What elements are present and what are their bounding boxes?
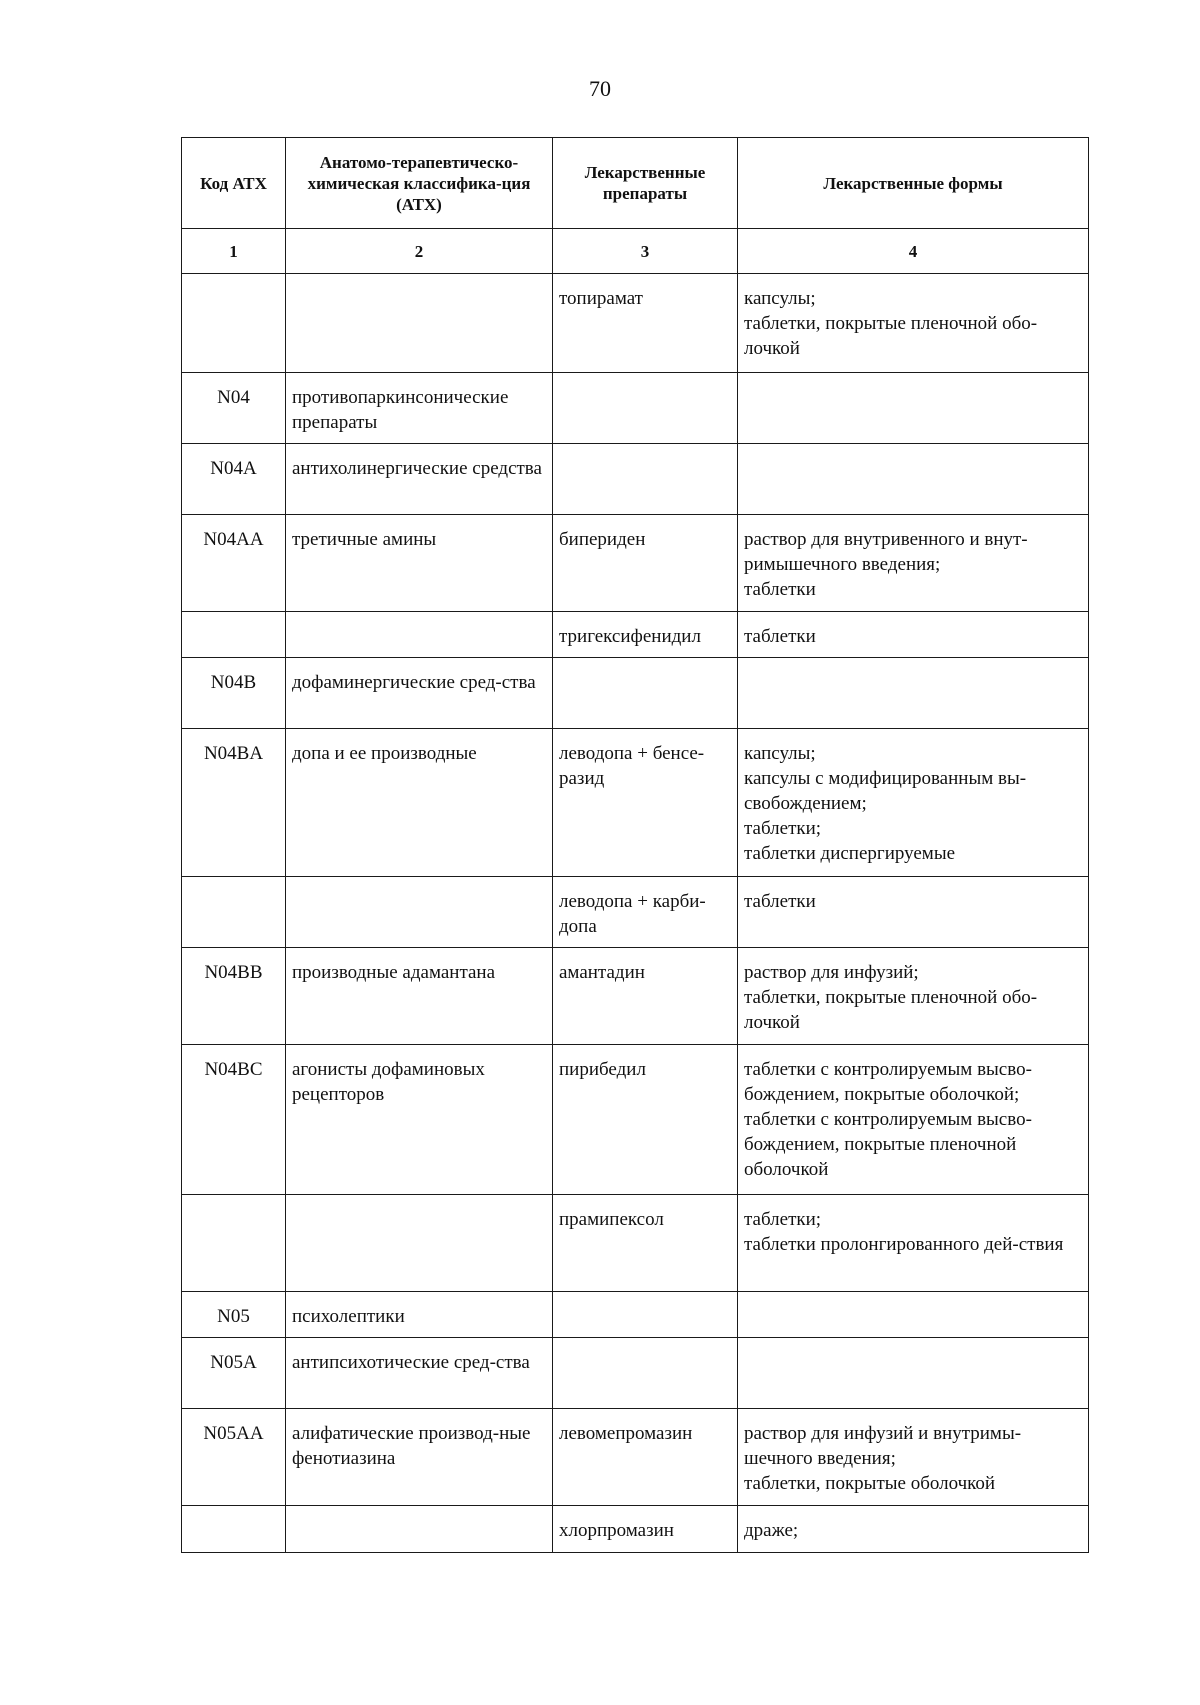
dosage-form-line: таблетки	[744, 626, 816, 647]
column-number: 1	[182, 229, 286, 274]
atx-classification-cell	[286, 274, 553, 373]
drug-cell: топирамат	[553, 274, 738, 373]
dosage-forms-cell	[738, 1338, 1089, 1409]
dosage-form-line: раствор для инфузий;	[744, 962, 919, 983]
header-atx-code: Код АТХ	[182, 138, 286, 229]
dosage-forms-cell	[738, 444, 1089, 515]
header-drugs: Лекарственные препараты	[553, 138, 738, 229]
dosage-form-line: таблетки диспергируемые	[744, 843, 956, 864]
dosage-forms-cell	[738, 729, 1089, 877]
atx-code-cell	[182, 1506, 286, 1553]
atx-code-cell: N04A	[182, 444, 286, 515]
atx-code-cell	[182, 1195, 286, 1292]
atx-classification-cell: агонисты дофаминовых рецепторов	[286, 1045, 553, 1195]
drug-cell: левомепромазин	[553, 1409, 738, 1506]
atx-code-cell: N04BA	[182, 729, 286, 877]
dosage-forms-cell	[738, 658, 1089, 729]
dosage-forms-cell	[738, 948, 1089, 1045]
column-number: 4	[738, 229, 1089, 274]
table-row	[182, 1195, 1089, 1292]
drug-cell: леводопа + карби-допа	[553, 877, 738, 948]
atx-classification-table	[181, 137, 1089, 1553]
atx-classification-cell: психолептики	[286, 1292, 553, 1338]
drug-cell: тригексифенидил	[553, 612, 738, 658]
dosage-forms-cell	[738, 1045, 1089, 1195]
atx-classification-cell: допа и ее производные	[286, 729, 553, 877]
table-row	[182, 658, 1089, 729]
dosage-form-line: раствор для инфузий и внутримы-шечного введения;	[744, 1423, 1022, 1469]
atx-code-cell: N05AA	[182, 1409, 286, 1506]
dosage-form-line: раствор для внутривенного и внут-римышечного введения;	[744, 529, 1028, 575]
table-row	[182, 515, 1089, 612]
drug-cell: пирибедил	[553, 1045, 738, 1195]
dosage-form-line: капсулы;	[744, 288, 816, 309]
atx-classification-cell: антихолинергические средства	[286, 444, 553, 515]
table-row	[182, 1409, 1089, 1506]
atx-classification-cell	[286, 1506, 553, 1553]
atx-code-cell: N05A	[182, 1338, 286, 1409]
drug-cell	[553, 1292, 738, 1338]
dosage-forms-cell	[738, 515, 1089, 612]
dosage-forms-cell	[738, 373, 1089, 444]
dosage-forms-cell	[738, 1409, 1089, 1506]
drug-cell	[553, 1338, 738, 1409]
atx-classification-cell	[286, 877, 553, 948]
dosage-form-line: таблетки;	[744, 818, 822, 839]
table-row	[182, 1045, 1089, 1195]
dosage-form-line: капсулы;	[744, 743, 816, 764]
dosage-form-line: таблетки	[744, 891, 816, 912]
atx-code-cell: N04AA	[182, 515, 286, 612]
table-row	[182, 612, 1089, 658]
dosage-form-line: таблетки с контролируемым высво-бождением, покрытые пленочной оболочкой	[744, 1109, 1032, 1180]
atx-classification-cell	[286, 612, 553, 658]
dosage-forms-cell	[738, 877, 1089, 948]
atx-code-cell	[182, 877, 286, 948]
table-row	[182, 877, 1089, 948]
atx-classification-cell: третичные амины	[286, 515, 553, 612]
page-number: 70	[589, 76, 611, 101]
column-number: 3	[553, 229, 738, 274]
atx-classification-cell: противопаркинсонические препараты	[286, 373, 553, 444]
dosage-form-line: таблетки, покрытые оболочкой	[744, 1473, 996, 1494]
dosage-form-line: таблетки пролонгированного дей-ствия	[744, 1234, 1064, 1255]
table-row	[182, 729, 1089, 877]
atx-classification-cell: антипсихотические сред-ства	[286, 1338, 553, 1409]
dosage-forms-cell	[738, 612, 1089, 658]
atx-code-cell	[182, 612, 286, 658]
atx-classification-cell	[286, 1195, 553, 1292]
dosage-forms-cell	[738, 274, 1089, 373]
table-row	[182, 1292, 1089, 1338]
drug-cell: бипериден	[553, 515, 738, 612]
drug-cell	[553, 444, 738, 515]
atx-classification-cell: алифатические производ-ные фенотиазина	[286, 1409, 553, 1506]
atx-code-cell: N04BC	[182, 1045, 286, 1195]
table-row	[182, 444, 1089, 515]
atx-code-cell: N04BB	[182, 948, 286, 1045]
dosage-forms-cell	[738, 1195, 1089, 1292]
drug-cell	[553, 373, 738, 444]
atx-code-cell: N04	[182, 373, 286, 444]
column-number-row	[182, 229, 1089, 274]
atx-classification-cell: дофаминергические сред-ства	[286, 658, 553, 729]
drug-cell: хлорпромазин	[553, 1506, 738, 1553]
dosage-form-line: таблетки	[744, 579, 816, 600]
header-row	[182, 138, 1089, 229]
table-row	[182, 1506, 1089, 1553]
table-row	[182, 1338, 1089, 1409]
column-number: 2	[286, 229, 553, 274]
dosage-form-line: таблетки, покрытые пленочной обо-лочкой	[744, 987, 1038, 1033]
table-row	[182, 948, 1089, 1045]
dosage-form-line: таблетки;	[744, 1209, 822, 1230]
dosage-form-line: драже;	[744, 1520, 799, 1541]
atx-classification-cell: производные адамантана	[286, 948, 553, 1045]
table-row	[182, 373, 1089, 444]
atx-code-cell: N05	[182, 1292, 286, 1338]
dosage-forms-cell	[738, 1506, 1089, 1553]
header-dosage-forms: Лекарственные формы	[738, 138, 1089, 229]
dosage-form-line: таблетки, покрытые пленочной обо-лочкой	[744, 313, 1038, 359]
header-atx-classification: Анатомо-терапевтическо-химическая классифика-ция (АТХ)	[286, 138, 553, 229]
table-row	[182, 274, 1089, 373]
atx-code-cell: N04B	[182, 658, 286, 729]
drug-cell	[553, 658, 738, 729]
dosage-form-line: капсулы с модифицированным вы-свобождением;	[744, 768, 1027, 814]
drug-cell: прамипексол	[553, 1195, 738, 1292]
drug-cell: амантадин	[553, 948, 738, 1045]
dosage-form-line: таблетки с контролируемым высво-бождением, покрытые оболочкой;	[744, 1059, 1032, 1105]
dosage-forms-cell	[738, 1292, 1089, 1338]
drug-cell: леводопа + бенсе-разид	[553, 729, 738, 877]
atx-code-cell	[182, 274, 286, 373]
